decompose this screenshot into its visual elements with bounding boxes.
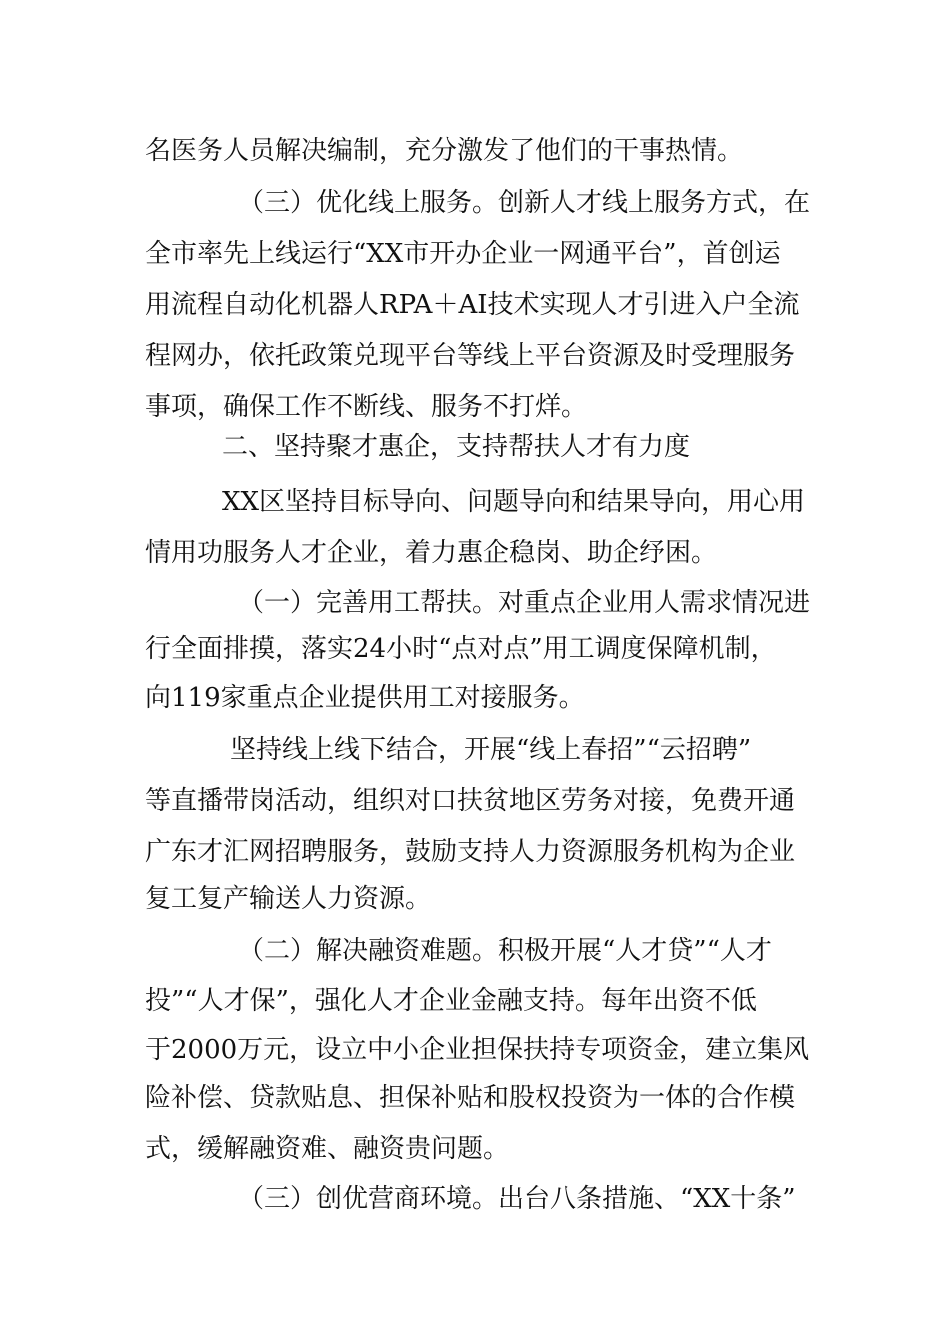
section-heading-line: （三）优化线上服务。创新人才线上服务方式，在 — [238, 188, 811, 218]
text-line: 情用功服务人才企业，着力惠企稳岗、助企纾困。 — [145, 538, 718, 568]
text-line: 广东才汇网招聘服务，鼓励支持人力资源服务机构为企业 — [145, 837, 796, 867]
text-line: 复工复产输送人力资源。 — [145, 884, 432, 914]
text-line: 全市率先上线运行“XX市开办企业一网通平台”，首创运 — [145, 239, 781, 269]
text-line: 程网办，依托政策兑现平台等线上平台资源及时受理服务 — [145, 341, 796, 371]
text-line: 等直播带岗活动，组织对口扶贫地区劳务对接，免费开通 — [145, 786, 796, 816]
paragraph-start-line: XX区坚持目标导向、问题导向和结果导向，用心用 — [222, 487, 806, 517]
text-line: 用流程自动化机器人RPA＋AI技术实现人才引进入户全流 — [145, 290, 800, 320]
text-line: 投”“人才保”，强化人才企业金融支持。每年出资不低 — [145, 986, 757, 1016]
section-heading-line: （一）完善用工帮扶。对重点企业用人需求情况进 — [238, 588, 811, 618]
section-heading-line: （三）创优营商环境。出台八条措施、“XX十条” — [238, 1184, 796, 1214]
section-heading: 二、坚持聚才惠企，支持帮扶人才有力度 — [222, 432, 691, 462]
text-line: 险补偿、贷款贴息、担保补贴和股权投资为一体的合作模 — [145, 1083, 796, 1113]
text-line: 事项，确保工作不断线、服务不打烊。 — [145, 392, 588, 422]
section-heading-line: （二）解决融资难题。积极开展“人才贷”“人才 — [238, 936, 772, 966]
paragraph-start-line: 坚持线上线下结合，开展“线上春招”“云招聘” — [230, 735, 752, 765]
text-line: 于2000万元，设立中小企业担保扶持专项资金，建立集风 — [145, 1035, 810, 1065]
text-line: 名医务人员解决编制，充分激发了他们的干事热情。 — [145, 136, 744, 166]
text-line: 式，缓解融资难、融资贵问题。 — [145, 1134, 510, 1164]
text-line: 向119家重点企业提供用工对接服务。 — [145, 683, 585, 713]
text-line: 行全面排摸，落实24小时“点对点”用工调度保障机制， — [145, 634, 777, 664]
